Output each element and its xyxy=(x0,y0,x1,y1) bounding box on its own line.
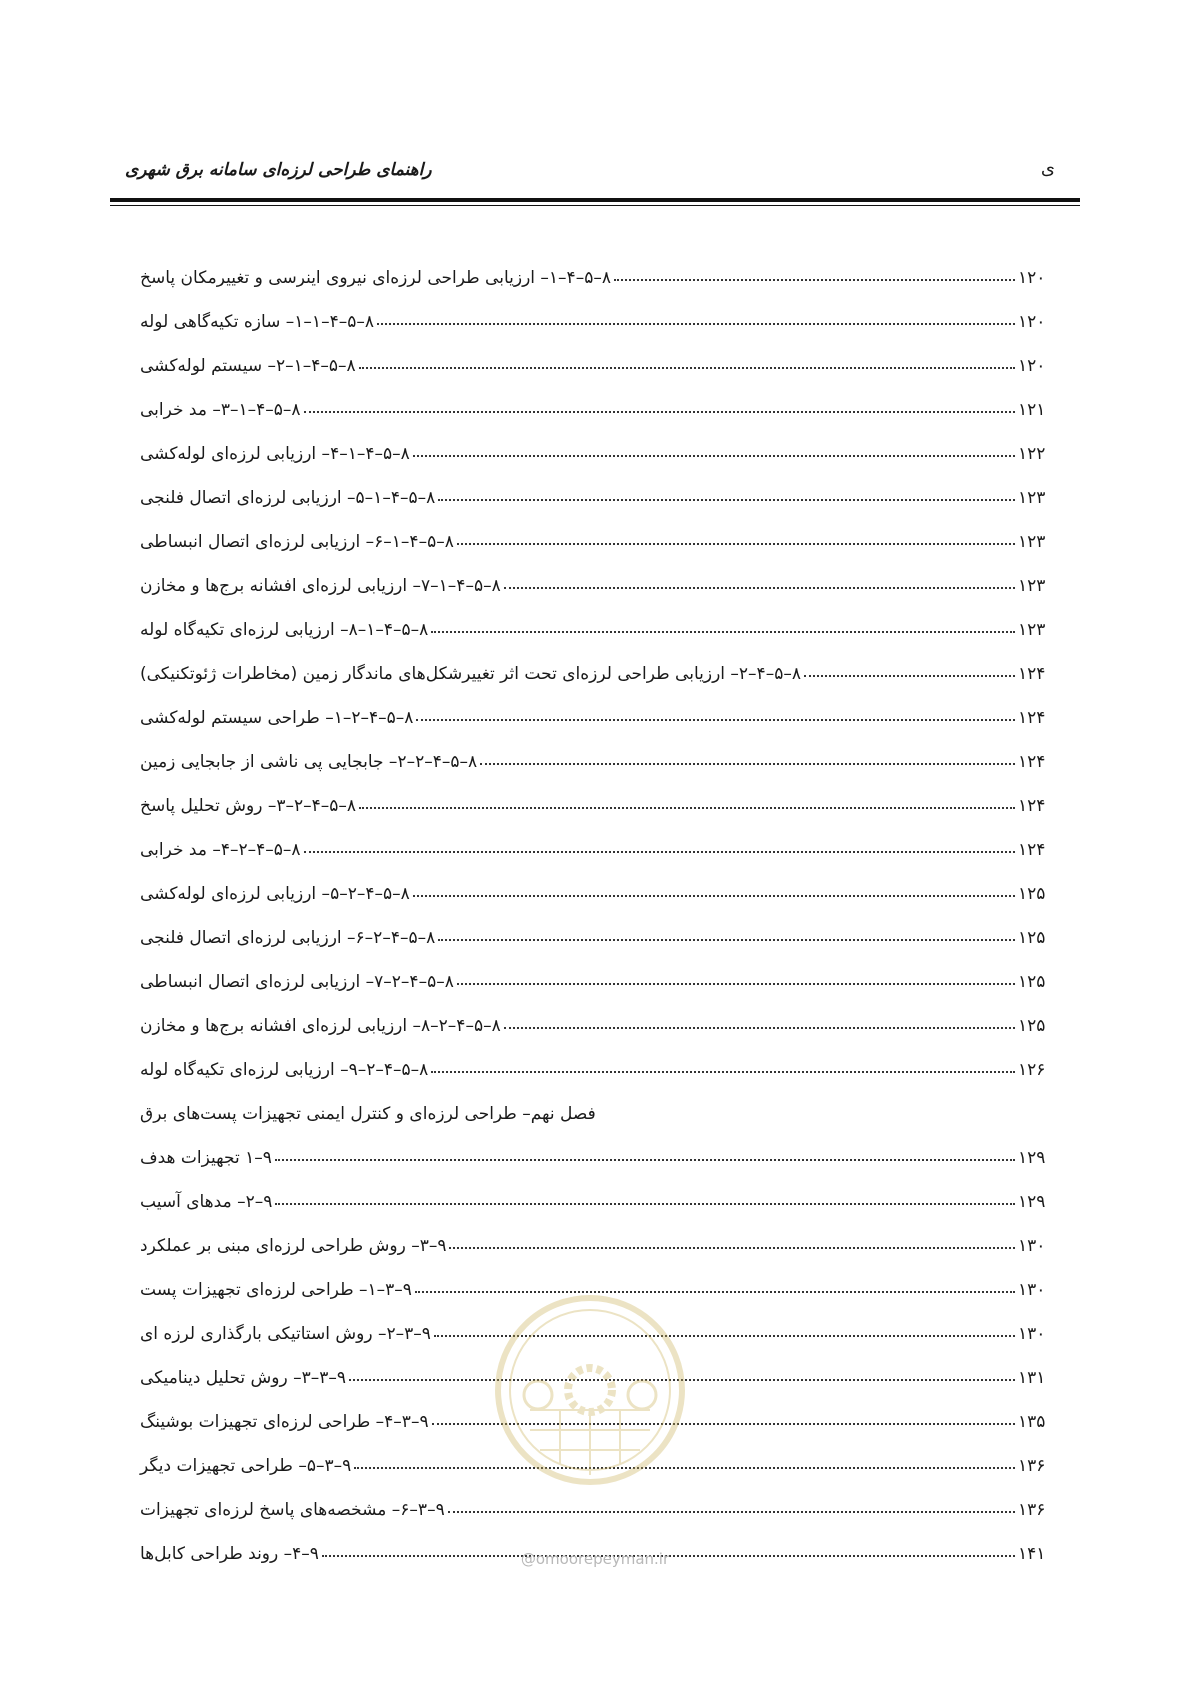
toc-entry-page: ۱۲۰ xyxy=(1018,268,1046,288)
dot-leader xyxy=(457,983,1015,985)
toc-entry-page: ۱۴۱ xyxy=(1018,1544,1046,1564)
dot-leader xyxy=(480,763,1015,765)
toc-entry-title: ۸–۵–۴–۲–۱– طراحی سیستم لوله‌کشی xyxy=(140,708,414,728)
toc-entry-page: ۱۳۱ xyxy=(1018,1368,1046,1388)
toc-entry-page: ۱۲۹ xyxy=(1018,1192,1046,1212)
toc-entry xyxy=(140,508,1048,552)
toc-entry-title: ۸–۵–۴–۲–۳– روش تحلیل پاسخ xyxy=(140,796,357,816)
toc-entry xyxy=(140,332,1048,376)
toc-entry-title: ۸–۵–۴–۲–۴– مد خرابی xyxy=(140,840,301,860)
toc-entry-page: ۱۲۵ xyxy=(1018,884,1046,904)
toc-entry-page: ۱۲۴ xyxy=(1018,840,1046,860)
chapter-heading xyxy=(140,1080,1048,1124)
dot-leader xyxy=(438,499,1015,501)
toc-entry xyxy=(140,904,1048,948)
toc-entry-title: ۹–۳–۲– روش استاتیکی بارگذاری لرزه ای xyxy=(140,1324,431,1344)
toc-entry-title: ۹–۳– روش طراحی لرزه‌ای مبنی بر عملکرد xyxy=(140,1236,447,1256)
toc-entry-page: ۱۲۴ xyxy=(1018,708,1046,728)
toc-entry-title: ۹–۱ تجهیزات هدف xyxy=(140,1148,272,1168)
toc-entry xyxy=(140,728,1048,772)
dot-leader xyxy=(304,851,1015,853)
toc-entry-title: ۸–۵–۴–۱–۶– ارزیابی لرزه‌ای اتصال انبساطی xyxy=(140,532,454,552)
toc-entry-page: ۱۳۰ xyxy=(1018,1236,1046,1256)
toc-entry-title: ۹–۳–۱– طراحی لرزه‌ای تجهیزات پست xyxy=(140,1280,412,1300)
toc-entry xyxy=(140,376,1048,420)
toc-entry xyxy=(140,420,1048,464)
header-rule-thick xyxy=(110,198,1080,202)
toc-entry-title: ۸–۵–۴–۱–۸– ارزیابی لرزه‌ای تکیه‌گاه لوله xyxy=(140,620,429,640)
toc-entry-page: ۱۲۰ xyxy=(1018,312,1046,332)
toc-entry xyxy=(140,1036,1048,1080)
dot-leader xyxy=(275,1203,1015,1205)
toc-entry-page: ۱۲۴ xyxy=(1018,752,1046,772)
toc-entry-title: ۹–۳–۳– روش تحلیل دینامیکی xyxy=(140,1368,347,1388)
toc-entry xyxy=(140,772,1048,816)
toc-entry xyxy=(140,288,1048,332)
dot-leader xyxy=(359,807,1015,809)
toc-entry-title: ۸–۵–۴–۲–۲– جابجایی پی ناشی از جابجایی زمین xyxy=(140,752,478,772)
watermark-seal-icon xyxy=(490,1290,690,1490)
toc-entry-page: ۱۲۳ xyxy=(1018,532,1046,552)
toc-entry-page: ۱۲۴ xyxy=(1018,664,1046,684)
toc-entry-page: ۱۳۰ xyxy=(1018,1280,1046,1300)
dot-leader xyxy=(438,939,1015,941)
toc-entry xyxy=(140,596,1048,640)
dot-leader xyxy=(804,675,1015,677)
toc-entry xyxy=(140,684,1048,728)
header-rule-thin xyxy=(110,205,1080,206)
dot-leader xyxy=(504,587,1015,589)
toc-entry-page: ۱۲۵ xyxy=(1018,1016,1046,1036)
toc-entry-title: ۸–۵–۴–۱–۱– سازه تکیه‌گاهی لوله xyxy=(140,312,374,332)
toc-entry-page: ۱۲۵ xyxy=(1018,928,1046,948)
toc-entry-page: ۱۲۵ xyxy=(1018,972,1046,992)
toc-entry-page: ۱۲۶ xyxy=(1018,1060,1046,1080)
toc-entry xyxy=(140,1168,1048,1212)
dot-leader xyxy=(448,1511,1015,1513)
toc-entry-title: ۸–۵–۴–۲–۸– ارزیابی لرزه‌ای افشانه برج‌ها و مخازن xyxy=(140,1016,501,1036)
dot-leader xyxy=(359,367,1015,369)
toc-entry xyxy=(140,244,1048,288)
page-number: ی xyxy=(1040,158,1055,179)
watermark-url: @omoorepeyman.ir xyxy=(520,1550,670,1568)
dot-leader xyxy=(416,719,1015,721)
toc-entry xyxy=(140,1212,1048,1256)
dot-leader xyxy=(413,455,1015,457)
toc-entry xyxy=(140,1124,1048,1168)
toc-entry-title: ۸–۵–۴–۱–۳– مد خرابی xyxy=(140,400,301,420)
toc-entry-title: ۹–۲– مدهای آسیب xyxy=(140,1192,273,1212)
dot-leader xyxy=(275,1159,1015,1161)
toc-entry-title: ۸–۵–۴–۱–۷– ارزیابی لرزه‌ای افشانه برج‌ها و مخازن xyxy=(140,576,501,596)
toc-entry-title: ۹–۳–۶– مشخصه‌های پاسخ لرزه‌ای تجهیزات xyxy=(140,1500,445,1520)
dot-leader xyxy=(413,895,1015,897)
running-title: راهنمای طراحی لرزه‌ای سامانه برق شهری xyxy=(125,160,432,180)
toc-entry-title: ۸–۵–۴–۲–۵– ارزیابی لرزه‌ای لوله‌کشی xyxy=(140,884,410,904)
toc-entry-title: ۸–۵–۴–۱–۴– ارزیابی لرزه‌ای لوله‌کشی xyxy=(140,444,410,464)
watermark-logo xyxy=(490,1290,690,1490)
toc-entry-title: ۸–۵–۴–۲–۷– ارزیابی لرزه‌ای اتصال انبساطی xyxy=(140,972,454,992)
toc-entry-page: ۱۲۰ xyxy=(1018,356,1046,376)
toc-entry-title: ۸–۵–۴–۲–۹– ارزیابی لرزه‌ای تکیه‌گاه لوله xyxy=(140,1060,429,1080)
dot-leader xyxy=(304,411,1015,413)
toc-entry-page: ۱۲۹ xyxy=(1018,1148,1046,1168)
toc-section-chapter-8 xyxy=(140,244,1048,1080)
toc-entry-title: ۸–۵–۴–۱–۲– سیستم لوله‌کشی xyxy=(140,356,356,376)
toc-entry-title: ۹–۳–۵– طراحی تجهیزات دیگر xyxy=(140,1456,352,1476)
dot-leader xyxy=(614,279,1015,281)
toc-entry-page: ۱۲۳ xyxy=(1018,576,1046,596)
toc-entry-page: ۱۲۳ xyxy=(1018,620,1046,640)
toc-entry xyxy=(140,464,1048,508)
dot-leader xyxy=(449,1247,1015,1249)
toc-entry-title: ۹–۳–۴– طراحی لرزه‌ای تجهیزات بوشینگ xyxy=(140,1412,429,1432)
toc-entry xyxy=(140,992,1048,1036)
toc-entry-title: ۸–۵–۴–۲– ارزیابی طراحی لرزه‌ای تحت اثر تغییرشکل‌های ماندگار زمین (مخاطرات ژئوتکنیکی) xyxy=(140,664,801,684)
toc-entry-page: ۱۳۵ xyxy=(1018,1412,1046,1432)
chapter-heading-text: فصل نهم– طراحی لرزه‌ای و کنترل ایمنی تجهیزات پست‌های برق xyxy=(140,1104,596,1124)
toc-entry-title: ۹–۴– روند طراحی کابل‌ها xyxy=(140,1544,319,1564)
toc-entry-title: ۸–۵–۴–۲–۶– ارزیابی لرزه‌ای اتصال فلنجی xyxy=(140,928,436,948)
toc-entry-title: ۸–۵–۴–۱– ارزیابی طراحی لرزه‌ای نیروی اینرسی و تغییرمکان پاسخ xyxy=(140,268,611,288)
toc-entry-page: ۱۳۶ xyxy=(1018,1500,1046,1520)
dot-leader xyxy=(377,323,1015,325)
toc-entry-page: ۱۲۱ xyxy=(1018,400,1046,420)
toc-entry xyxy=(140,640,1048,684)
toc-entry xyxy=(140,860,1048,904)
toc-entry-page: ۱۲۲ xyxy=(1018,444,1046,464)
toc-entry-page: ۱۳۶ xyxy=(1018,1456,1046,1476)
toc-entry xyxy=(140,552,1048,596)
toc-entry-page: ۱۲۴ xyxy=(1018,796,1046,816)
toc-entry-page: ۱۳۰ xyxy=(1018,1324,1046,1344)
toc-entry xyxy=(140,816,1048,860)
toc-entry-page: ۱۲۳ xyxy=(1018,488,1046,508)
toc-entry xyxy=(140,948,1048,992)
dot-leader xyxy=(457,543,1015,545)
dot-leader xyxy=(504,1027,1015,1029)
toc-entry-title: ۸–۵–۴–۱–۵– ارزیابی لرزه‌ای اتصال فلنجی xyxy=(140,488,436,508)
dot-leader xyxy=(431,631,1015,633)
page-header xyxy=(110,150,1080,196)
dot-leader xyxy=(431,1071,1015,1073)
